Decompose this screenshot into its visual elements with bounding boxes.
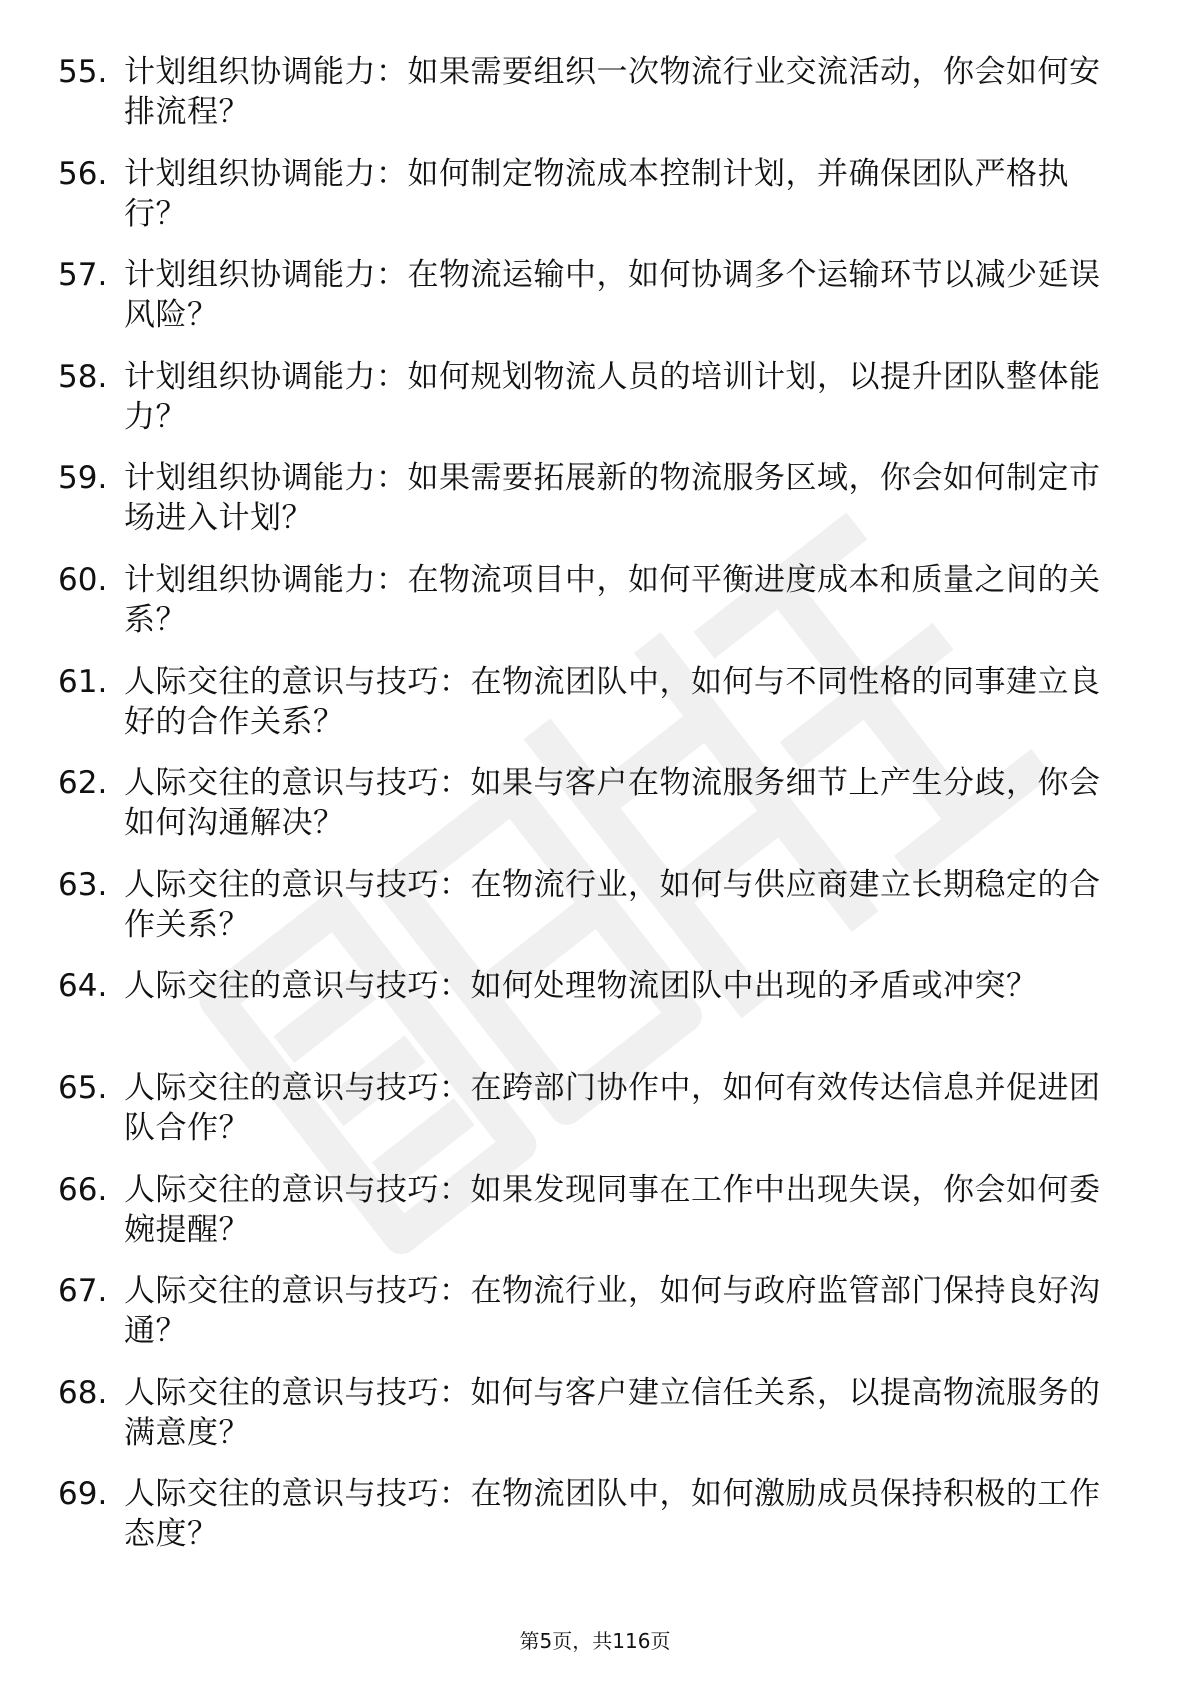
question-list: [58, 52, 1108, 1576]
question-text: 计划组织协调能力：如何规划物流人员的培训计划，以提升团队整体能力？: [124, 358, 1101, 435]
question-number: 68.: [58, 1374, 108, 1411]
question-item: [58, 763, 1108, 865]
question-number: 61.: [58, 663, 108, 700]
question-text: 人际交往的意识与技巧：在物流行业，如何与供应商建立长期稳定的合作关系？: [124, 866, 1101, 943]
question-number: 59.: [58, 460, 108, 497]
question-item: [58, 662, 1108, 764]
question-number: 64.: [58, 968, 108, 1005]
question-number: 60.: [58, 561, 108, 598]
question-item: [58, 1170, 1108, 1272]
question-item: [58, 966, 1108, 1068]
question-item: [58, 560, 1108, 662]
question-item: [58, 865, 1108, 967]
question-number: 69.: [58, 1476, 108, 1513]
question-item: [58, 1373, 1108, 1475]
question-item: [58, 1068, 1108, 1170]
question-text: 计划组织协调能力：如果需要组织一次物流行业交流活动，你会如何安排流程？: [124, 54, 1101, 130]
question-item: [58, 255, 1108, 357]
question-text: 计划组织协调能力：如何制定物流成本控制计划，并确保团队严格执行？: [124, 155, 1069, 232]
question-text: 人际交往的意识与技巧：如何与客户建立信任关系，以提高物流服务的满意度？: [124, 1374, 1101, 1451]
page-number-label: 第5页，共116页: [519, 1629, 671, 1653]
question-item: [58, 458, 1108, 560]
question-number: 62.: [58, 765, 108, 802]
question-text: 计划组织协调能力：在物流运输中，如何协调多个运输环节以减少延误风险？: [124, 257, 1101, 334]
question-item: [58, 52, 1108, 154]
question-text: 人际交往的意识与技巧：如何处理物流团队中出现的矛盾或冲突？: [124, 968, 1038, 1005]
question-number: 56.: [58, 155, 108, 192]
question-number: 67.: [58, 1273, 108, 1310]
question-item: [58, 1271, 1108, 1373]
question-text: 人际交往的意识与技巧：如果发现同事在工作中出现失误，你会如何委婉提醒？: [124, 1171, 1101, 1248]
question-number: 63.: [58, 866, 108, 903]
question-text: 人际交往的意识与技巧：在物流行业，如何与政府监管部门保持良好沟通？: [124, 1273, 1101, 1350]
question-text: 人际交往的意识与技巧：如果与客户在物流服务细节上产生分歧，你会如何沟通解决？: [124, 765, 1101, 842]
question-text: 人际交往的意识与技巧：在物流团队中，如何与不同性格的同事建立良好的合作关系？: [124, 663, 1101, 740]
question-number: 65.: [58, 1069, 108, 1106]
question-text: 计划组织协调能力：如果需要拓展新的物流服务区域，你会如何制定市场进入计划？: [124, 460, 1101, 537]
question-number: 55.: [58, 54, 108, 90]
question-text: 人际交往的意识与技巧：在跨部门协作中，如何有效传达信息并促进团队合作？: [124, 1069, 1101, 1146]
question-number: 58.: [58, 358, 108, 395]
question-item: [58, 154, 1108, 256]
question-number: 66.: [58, 1171, 108, 1208]
question-text: 人际交往的意识与技巧：在物流团队中，如何激励成员保持积极的工作态度？: [124, 1476, 1101, 1553]
question-text: 计划组织协调能力：在物流项目中，如何平衡进度成本和质量之间的关系？: [124, 561, 1101, 638]
page-footer: [0, 1627, 1190, 1655]
question-item: [58, 1474, 1108, 1576]
question-number: 57.: [58, 257, 108, 294]
question-item: [58, 357, 1108, 459]
